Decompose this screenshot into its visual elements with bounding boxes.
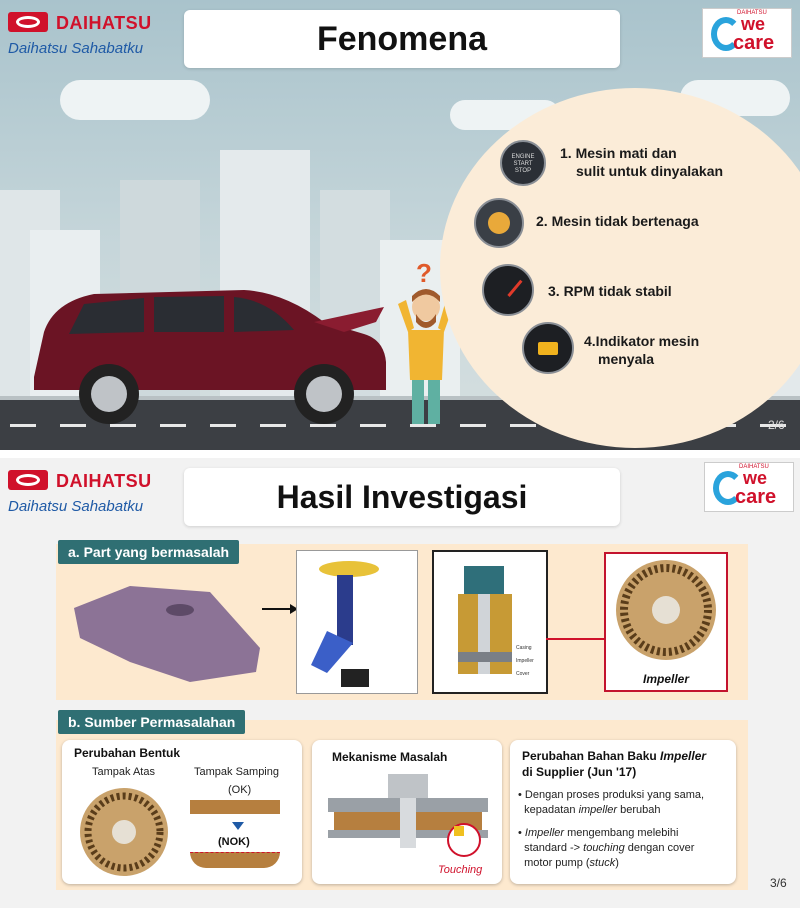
- pump-cutaway-box: [432, 550, 548, 694]
- down-arrow-icon: [232, 822, 244, 830]
- slide-fenomena: ? ENGINE START STOP 1. Mesin mati dan sulit untuk dinyalakan 2. Mesin tidak bertenaga 3. RPM tidak stabil 4.Indikator mesin menyala 2/6 DAIHATSU Daihatsu Sahabatku Fenomena DAIHATSU we care: [0, 0, 800, 450]
- fuel-pump-box: [296, 550, 418, 694]
- we-care-logo: DAIHATSU we care: [702, 8, 792, 58]
- engine-icon: [474, 198, 524, 248]
- impeller-side-nok: [190, 852, 280, 868]
- red-connector-line: [546, 638, 606, 640]
- pump-part-labels: Casing Impeller Cover: [516, 645, 534, 677]
- card1-ok-label: (OK): [228, 784, 252, 796]
- symptom-4: 4.Indikator mesin menyala: [584, 333, 700, 367]
- card3-title: Perubahan Bahan Baku Impeller di Supplier (Jun '17): [522, 749, 707, 779]
- slide-hasil-investigasi: DAIHATSU Daihatsu Sahabatku Hasil Investigasi DAIHATSU we care a. Part yang bermasalah Casing Impeller Cover Impeller b. Sumber Permasalahan Perubahan Bentuk Tampak Atas Tampak Samping (OK) (NOK) Mekanisme Masalah Touching Perubahan Bahan Baku Impeller di Supplier (Jun '17) • Dengan proses produksi yang sama, kepadatan impeller berubah • Impeller mengembang melebihi standard -> touching dengan cover motor pump (stuck) 3/6: [0, 458, 800, 908]
- section-a-label: a. Part yang bermasalah: [58, 540, 239, 564]
- road-line: [460, 424, 486, 427]
- cloud: [60, 80, 210, 120]
- slide-separator: [0, 450, 800, 458]
- slide-title: Hasil Investigasi: [184, 468, 620, 526]
- daihatsu-mark-icon: [8, 12, 48, 32]
- we-care-logo: DAIHATSU we care: [704, 462, 794, 512]
- page-number: 3/6: [770, 876, 787, 890]
- check-engine-indicator-icon: [522, 322, 574, 374]
- slide-title: Fenomena: [184, 10, 620, 68]
- card-perubahan-bentuk: [62, 740, 302, 884]
- mechanism-illustration: [318, 770, 498, 870]
- card2-title: Mekanisme Masalah: [332, 750, 448, 764]
- page-number: 2/6: [768, 418, 785, 432]
- card-mekanisme-masalah: [312, 740, 502, 884]
- card3-bullet-1: • Dengan proses produksi yang sama, kepadatan impeller berubah: [518, 789, 705, 816]
- symptom-2: 2. Mesin tidak bertenaga: [536, 213, 699, 229]
- tachometer-icon: [482, 264, 534, 316]
- impeller-side-ok: [190, 800, 280, 814]
- card1-top-view-label: Tampak Atas: [92, 766, 155, 778]
- impeller-box: [604, 552, 728, 692]
- car-illustration: [24, 282, 394, 432]
- fuel-tank-illustration: [70, 578, 270, 688]
- impeller-caption: Impeller: [642, 672, 690, 686]
- question-mark: ?: [416, 258, 432, 288]
- touching-label: Touching: [438, 864, 483, 876]
- daihatsu-mark-icon: [8, 470, 48, 490]
- card3-bullet-2: • Impeller mengembang melebihi standard -> touching dengan cover motor pump (stuck): [518, 827, 695, 869]
- card1-title: Perubahan Bentuk: [74, 746, 181, 760]
- road-line: [510, 424, 536, 427]
- symptom-1: 1. Mesin mati dan sulit untuk dinyalakan: [560, 145, 724, 179]
- card1-nok-label: (NOK): [218, 836, 250, 848]
- symptom-3: 3. RPM tidak stabil: [548, 283, 672, 299]
- section-b-label: b. Sumber Permasalahan: [58, 710, 245, 734]
- card1-side-view-label: Tampak Samping: [194, 766, 279, 778]
- impeller-top-view-illustration: [76, 784, 172, 880]
- card-perubahan-bahan-baku: [510, 740, 736, 884]
- engine-start-button-icon: ENGINE START STOP: [500, 140, 546, 186]
